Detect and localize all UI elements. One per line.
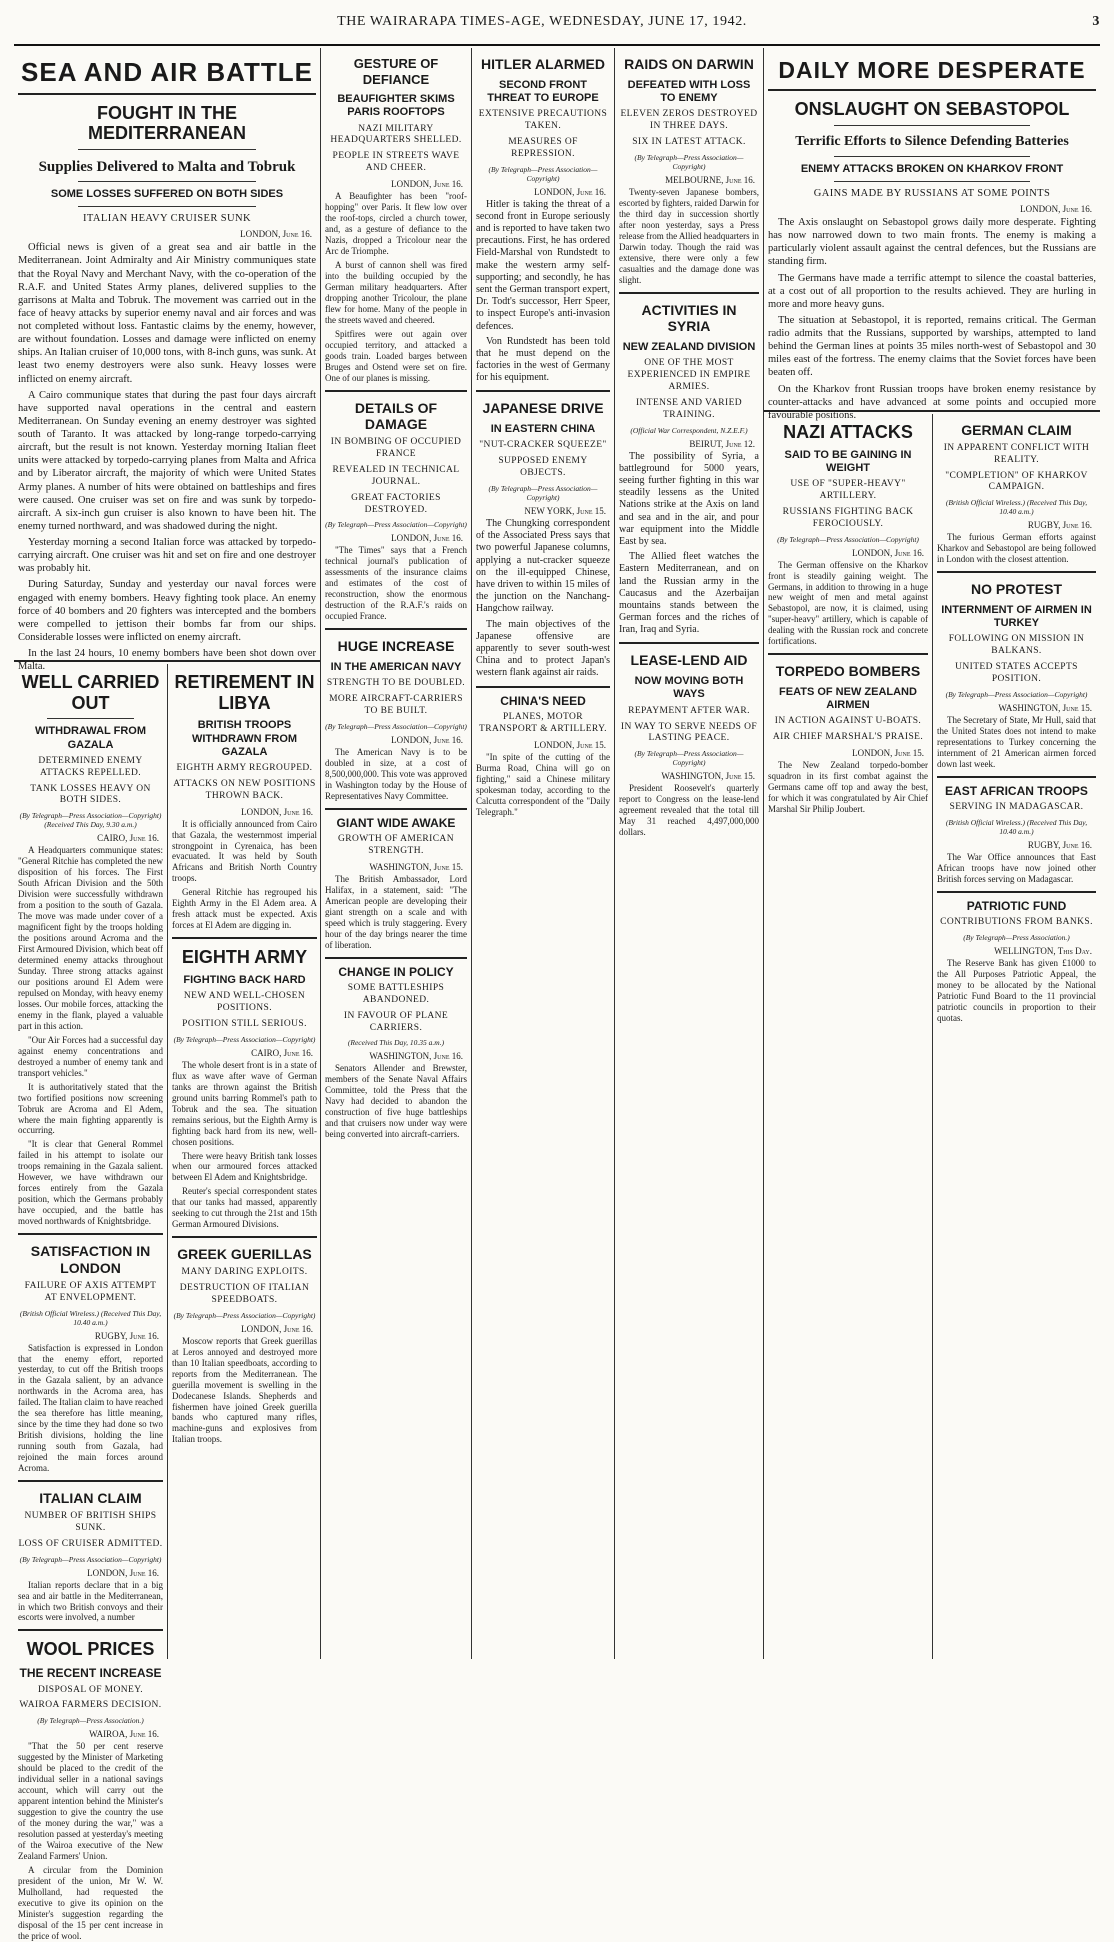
subheadline: IN THE AMERICAN NAVY	[330, 660, 462, 673]
dateline: LONDON, June 15.	[534, 739, 606, 750]
divider	[476, 686, 610, 688]
credit-line: (By Telegraph—Press Association—Copyright)	[325, 721, 467, 731]
paragraph: In the last 24 hours, 10 enemy bombers have been shot down over Malta.	[18, 648, 316, 673]
paragraph: The War Office announces that East African troops have now joined other British forces serving on Madagascar.	[937, 851, 1096, 884]
deck: AIR CHIEF MARSHAL'S PRAISE.	[772, 732, 924, 743]
paragraph: A Headquarters communique states: "General Ritchie has completed the new disposition of his forces. The First South African Division and the 50th Division were successfully withdrawn from a position to the south of Gazala. The move was made under cover of a magnificent fight by the troops holding the positions around Acroma and the First Armoured Division, which beat off determined enemy attacks throughout Sunday. Three strong attacks against our positions around El Adem were repulsed on Monday, with heavy enemy losses. Our mobile forces, attacking the enemy in the flank, played a valuable part in this action.	[18, 845, 163, 1031]
divider	[172, 937, 317, 939]
credit-line: (By Telegraph—Press Association—Copyright)	[325, 520, 467, 530]
paragraph: During Saturday, Sunday and yesterday our naval forces were engaged with enemy bombers. Heavy fighting took place. An enemy force of 40 bombers and 20 fighters was intercepted and the bombers were compelled to jettison their bombs far from our ships. Considerable losses were inflicted on enemy aircraft.	[18, 579, 316, 643]
article-body	[937, 958, 1096, 1024]
paragraph: "It is clear that General Rommel failed in his attempt to isolate our troops remaining in the Gazala salient. However, we have withdrawn our forces entirely from the Gazala position, which the Germans probably have occupied, and the battle has moved northwards of Knightsbridge.	[18, 1139, 163, 1227]
headline: GESTURE OF DEFIANCE	[353, 56, 439, 87]
dateline: RUGBY, June 16.	[1027, 520, 1092, 531]
credit-line: (By Telegraph—Press Association—Copyright)	[777, 534, 919, 544]
article-body	[476, 752, 610, 818]
divider	[834, 156, 1031, 157]
deck: "COMPLETION" OF KHARKOV CAMPAIGN.	[945, 470, 1088, 493]
subheadline: FIGHTING BACK HARD	[183, 973, 306, 986]
deck: WAIROA FARMERS DECISION.	[19, 1700, 162, 1711]
dateline: RUGBY, June 16.	[1027, 839, 1092, 850]
article-body	[172, 1336, 317, 1446]
divider	[619, 292, 759, 294]
headline: CHINA'S NEED	[500, 693, 586, 708]
dateline: CAIRO, June 16.	[251, 1047, 313, 1058]
dateline: BEIRUT, June 12.	[689, 438, 755, 449]
divider	[18, 93, 316, 95]
deck: ENEMY ATTACKS BROKEN ON KHARKOV FRONT	[800, 162, 1064, 175]
paragraph: The American Navy is to be doubled in size, at a cost of 8,500,000,000. This vote was approved in Washington today by the House of Representatives Navy Committee.	[325, 746, 467, 801]
article-body	[18, 1343, 163, 1475]
deck: RUSSIANS FIGHTING BACK FEROCIOUSLY.	[782, 506, 914, 529]
dateline: RUGBY, June 16.	[94, 1330, 159, 1341]
dateline: WASHINGTON, June 15.	[369, 861, 463, 872]
subheadline: WITHDRAWAL FROM GAZALA	[34, 725, 146, 751]
headline: ACTIVITIES IN SYRIA	[641, 301, 737, 335]
subheadline: Supplies Delivered to Malta and Tobruk	[38, 158, 296, 175]
paragraph: The Axis onslaught on Sebastopol grows daily more desperate. Fighting has now narrowed down to two main fronts. The enemy is making a particularly violent assault against the central defences, but the Russians are standing firm.	[768, 217, 1096, 268]
article-body	[172, 1060, 317, 1231]
headline: HITLER ALARMED	[481, 56, 605, 72]
divider	[325, 628, 467, 630]
subheadline: INTERNMENT OF AIRMEN IN TURKEY	[941, 604, 1092, 630]
headline: JAPANESE DRIVE	[482, 400, 604, 417]
deck: PLANES, MOTOR TRANSPORT & ARTILLERY.	[479, 711, 607, 734]
masthead-title: THE WAIRARAPA TIMES-AGE, WEDNESDAY, JUNE 17, 1942.	[337, 14, 747, 29]
paragraph: The Secretary of State, Mr Hull, said that the United States does not intend to make representations to Turkey concerning the internment of 21 American airmen forced down last week.	[937, 714, 1096, 769]
dateline: LONDON, June 16.	[241, 806, 313, 817]
credit-line: (By Telegraph—Press Association—Copyright)	[173, 1034, 316, 1044]
divider	[768, 653, 928, 655]
headline: GIANT WIDE AWAKE	[336, 815, 456, 830]
paragraph: Twenty-seven Japanese bombers, escorted by fighters, raided Darwin for the third day in succession shortly after noon yesterday, says a Press release from the Allied headquarters in Darwin today. Though the raid was extensive, there were only a few casualties and the damage done was slight.	[619, 186, 759, 285]
subheadline: Terrific Efforts to Silence Defending Batteries	[795, 133, 1069, 149]
paragraph: The Reserve Bank has given £1000 to the All Purposes Patriotic Appeal, the money to be allocated by the National Patriotic Fund Board to the 11 provincial patriotic councils in proportion to their quotas.	[937, 958, 1096, 1023]
subheadline: THE RECENT INCREASE	[19, 1666, 162, 1681]
subheadline: ONSLAUGHT ON SEBASTOPOL	[794, 99, 1070, 120]
divider	[14, 660, 320, 662]
paragraph: The German offensive on the Kharkov front is steadily gaining weight. The Germans, in addition to throwing in a huge new weight of men and metal against Sebastopol, are now, it is claimed, using "super-heavy" artillery, which is capable of dealing with the Russian rock and concrete fortifications.	[768, 559, 928, 647]
headline: PATRIOTIC FUND	[966, 898, 1067, 913]
article-body	[768, 216, 1096, 422]
deck: DEFEATED WITH LOSS TO ENEMY	[627, 78, 751, 104]
divider	[78, 149, 257, 150]
headline: WELL CARRIED OUT	[21, 672, 160, 713]
deck: SOME LOSSES SUFFERED ON BOTH SIDES	[50, 187, 284, 200]
column-6a	[764, 414, 932, 1659]
divider	[172, 1236, 317, 1238]
dateline: WELLINGTON, This Day.	[994, 946, 1092, 957]
deck: GREAT FACTORIES DESTROYED.	[351, 492, 441, 515]
headline: LEASE-LEND AID	[630, 652, 748, 669]
credit-line: (British Official Wireless.) (Received This Day, 10.40 a.m.)	[945, 498, 1088, 517]
dateline: LONDON, June 15.	[852, 748, 924, 759]
article-body	[172, 819, 317, 932]
subheadline: BRITISH TROOPS WITHDRAWN FROM GAZALA	[191, 719, 298, 758]
column-5	[615, 48, 763, 1659]
paragraph: A burst of cannon shell was fired into the building occupied by the German military headquarters. After dropping another Tricolour, the plane flew for home. Many of the people in the streets waved and cheered.	[325, 259, 467, 325]
credit-line: (By Telegraph—Press Association—Copyright)	[488, 484, 598, 503]
dateline: WAIROA, June 16.	[89, 1729, 159, 1740]
dateline: WASHINGTON, June 15.	[661, 771, 755, 782]
article-body	[768, 560, 928, 648]
article-body	[619, 187, 759, 286]
deck: IN BOMBING OF OCCUPIED FRANCE	[330, 437, 462, 459]
article-body	[619, 783, 759, 838]
deck: FAILURE OF AXIS ATTEMPT AT ENVELOPMENT.	[24, 1280, 157, 1303]
paragraph: "In spite of the cutting of the Burma Road, China will go on fighting," said a Chinese military spokesman today, according to the Calcutta correspondent of the "Daily Telegraph."	[476, 751, 610, 817]
subheadline: FEATS OF NEW ZEALAND AIRMEN	[779, 686, 917, 712]
paragraph: The situation at Sebastopol, it is reported, remains critical. The German radio admits that the Russians, supported by warships, attempted to land behind the German lines at points 35 miles north-west of Sebastopol and 30 miles east of the fortress. The enemy claims that the Soviet forces have been beaten off.	[768, 314, 1096, 379]
deck: UNITED STATES ACCEPTS POSITION.	[955, 662, 1078, 684]
deck: NUMBER OF BRITISH SHIPS SUNK.	[24, 1510, 157, 1533]
article-body	[325, 874, 467, 951]
paragraph: Hitler is taking the threat of a second front in Europe seriously and is reported to have taken two precautions. First, he has ordered Field-Marshal von Rundstedt to make the western army self-supporting; and secondly, he has sent the German transport expert, Dr. Todt's successor, Herr Speer, to inspect Europe's anti-invasion defences.	[476, 198, 610, 332]
paragraph: Moscow reports that Greek guerillas at Leros annoyed and destroyed more than 10 Italian speedboats, according to reports from the Mediterranean. The guerilla movement is swelling in the Dodecanese Islands. Shepherds and fishermen have joined Greek guerilla bands who captured many rifles, machine-guns and explosives from Italian troops.	[172, 1335, 317, 1445]
subheadline: IN EASTERN CHINA	[490, 423, 596, 436]
deck: "NUT-CRACKER SQUEEZE"	[479, 440, 607, 451]
deck: FOLLOWING ON MISSION IN BALKANS.	[948, 634, 1085, 657]
dateline: NEW YORK, June 15.	[524, 506, 606, 517]
deck: ONE OF THE MOST EXPERIENCED IN EMPIRE ARMIES.	[627, 358, 751, 393]
divider	[937, 776, 1096, 778]
deck: ITALIAN HEAVY CRUISER SUNK	[83, 213, 251, 225]
subheadline: FOUGHT IN THE MEDITERRANEAN	[87, 102, 246, 144]
paragraph: The furious German efforts against Kharkov and Sebastopol are being followed in London with the closest attention.	[937, 532, 1096, 565]
headline: WOOL PRICES	[26, 1639, 155, 1660]
dateline: WASHINGTON, June 15.	[998, 702, 1092, 713]
dateline: LONDON, June 16.	[534, 186, 606, 197]
deck: GAINS MADE BY RUSSIANS AT SOME POINTS	[813, 187, 1051, 199]
deck: DESTRUCTION OF ITALIAN SPEEDBOATS.	[179, 1282, 310, 1305]
headline: GERMAN CLAIM	[961, 422, 1072, 438]
deck: ELEVEN ZEROS DESTROYED IN THREE DAYS.	[620, 109, 758, 132]
headline: NO PROTEST	[970, 581, 1062, 598]
deck: IN APPARENT CONFLICT WITH REALITY.	[943, 442, 1090, 465]
divider	[78, 206, 257, 207]
column-6b	[933, 414, 1100, 1659]
article-body	[18, 241, 316, 673]
dateline: LONDON, June 16.	[240, 229, 312, 240]
divider	[18, 1629, 163, 1631]
deck: NAZI MILITARY HEADQUARTERS SHELLED.	[330, 123, 462, 146]
deck: PEOPLE IN STREETS WAVE AND CHEER.	[332, 151, 460, 174]
divider	[768, 89, 1096, 91]
deck: GROWTH OF AMERICAN STRENGTH.	[338, 834, 454, 856]
dateline: WASHINGTON, June 16.	[369, 1051, 463, 1062]
divider	[619, 642, 759, 644]
paragraph: Italian reports declare that in a big sea and air battle in the Mediterranean, in which two British convoys and their escorts were involved, a number	[18, 1579, 163, 1623]
article-body	[476, 518, 610, 679]
paragraph: It is authoritatively stated that the two fortified positions now screening Tobruk are Acroma and El Adem, where the main fighting apparently is occurring.	[18, 1081, 163, 1136]
deck: DISPOSAL OF MONEY.	[37, 1684, 144, 1695]
deck: IN WAY TO SERVE NEEDS OF LASTING PEACE.	[620, 721, 758, 744]
article-body	[18, 845, 163, 1227]
credit-line: (By Telegraph—Press Association—Copyright)	[945, 689, 1088, 699]
divider	[18, 1233, 163, 1235]
paragraph: General Ritchie has regrouped his Eighth Army in the El Adem area. A fresh attack must be expected. Axis forces at El Adem are digging in.	[172, 887, 317, 931]
article-body	[619, 451, 759, 637]
paragraph: The main objectives of the Japanese offensive are apparently to sever south-west China and to protect Japan's western flank against air raids.	[476, 618, 610, 679]
deck: IN FAVOUR OF PLANE CARRIERS.	[343, 1010, 449, 1033]
deck: SOME BATTLESHIPS ABANDONED.	[347, 982, 445, 1005]
paragraph: The possibility of Syria, a battleground for 5000 years, seeing further fighting in this war steadily lessens as the United Nations strike at the Axis on land and sea and in the air, and pour war equipment into the Middle East by sea.	[619, 450, 759, 547]
headline: ITALIAN CLAIM	[39, 1490, 142, 1507]
dateline: LONDON, June 16.	[852, 547, 924, 558]
credit-line: (By Telegraph—Press Association—Copyright)	[488, 164, 598, 183]
deck: INTENSE AND VARIED TRAINING.	[635, 397, 743, 420]
divider	[834, 181, 1031, 182]
deck: MORE AIRCRAFT-CARRIERS TO BE BUILT.	[329, 694, 463, 716]
paragraph: Satisfaction is expressed in London that the enemy effort, reported yesterday, to cut off the British troops in the Gazala salient, by an advance northwards in the Acroma area, has failed. The Italian claim to have reached the sea therefore has little meaning, since by the time they had done so two British divisions, holding the line running south from Gazala, had rejoined the main forces around Acroma.	[18, 1342, 164, 1474]
dateline: LONDON, June 16.	[391, 734, 463, 745]
article-body	[325, 191, 467, 383]
deck: REVEALED IN TECHNICAL JOURNAL.	[332, 464, 460, 487]
paragraph: Von Rundstedt has been told that he must depend on the factories in the west of Germany for his equipment.	[476, 335, 610, 384]
article-body	[768, 760, 928, 815]
page-number: 3	[1092, 14, 1100, 29]
divider	[325, 808, 467, 810]
dateline: MELBOURNE, June 16.	[665, 174, 755, 185]
paragraph: Senators Allender and Brewster, members of the Senate Naval Affairs Committee, told the Press that the Navy had decided to abandon the construction of five huge battleships and that cruisers now under way were being converted into aircraft-carriers.	[325, 1063, 467, 1140]
column-4	[472, 48, 614, 1659]
paragraph: A circular from the Dominion president of the union, Mr W. W. Mulholland, had requested the executive to give its opinion on the Minister's suggestion regarding the disposal of the 15 per cent increase in the price of wool.	[18, 1864, 163, 1941]
credit-line: (By Telegraph—Press Association—Copyright)	[634, 152, 744, 171]
article-body	[476, 199, 610, 385]
paragraph: "That the 50 per cent reserve suggested by the Minister of Marketing should be placed to the credit of the individual seller in a national savings account, which will carry out the apparent intention behind the Minister's suggestion to give the country the use of the money during the war," was a resolution passed at yesterday's meeting of the Wairoa executive of the New Zealand Farmers' Union.	[18, 1741, 163, 1861]
headline: RAIDS ON DARWIN	[624, 56, 754, 72]
dateline: LONDON, June 16.	[391, 533, 463, 544]
paragraph: "The Times" says that a French technical journal's publication of assessments of the insurance claims and estimates of the cost of reconstruction, show the enormous destruction of the R.A.F.'s raids on occupied France.	[325, 545, 467, 622]
subheadline: NOW MOVING BOTH WAYS	[634, 675, 744, 701]
headline: EAST AFRICAN TROOPS	[945, 783, 1088, 798]
dateline: LONDON, June 16.	[391, 179, 463, 190]
divider	[78, 181, 257, 182]
credit-line: (By Telegraph—Press Association—Copyright)	[173, 1310, 316, 1320]
deck: IN ACTION AGAINST U-BOATS.	[774, 716, 922, 727]
deck: LOSS OF CRUISER ADMITTED.	[18, 1538, 163, 1549]
column-3	[321, 48, 471, 1659]
divider	[47, 718, 134, 719]
article-body	[937, 852, 1096, 885]
paragraph: Official news is given of a great sea and air battle in the Mediterranean. Joint Admiralty and Air Ministry communiques state that the Royal Navy and Merchant Navy, with the co-operation of the R.A.F. and United States Army planes, delivered supplies to the garrisons at Malta and Tobruk. The movement was carried out in the face of heavy attacks by superior enemy naval and air forces and was not completed without loss. Fantastic claims by the enemy, however, are without foundation. Losses and damage were inflicted on enemy ships. An Italian cruiser of 10,000 tons, with 8-inch guns, was sunk. At least two enemy destroyers were also sunk. Heavy losses were inflicted on enemy aircraft.	[18, 242, 316, 385]
headline: SATISFACTION IN LONDON	[30, 1243, 151, 1276]
paragraph: "Our Air Forces had a successful day against enemy concentrations and destroyed a number of enemy tank and transport vehicles."	[18, 1034, 163, 1078]
paragraph: It is officially announced from Cairo that Gazala, the westernmost imperial strongpoint in Cyrenaica, has been evacuated. It was held by South Africans and British North Country troops.	[172, 818, 317, 884]
dateline: LONDON, June 16.	[1020, 204, 1092, 215]
divider	[764, 410, 1100, 412]
paragraph: A Beaufighter has been "roof-hopping" over Paris. It flew low over the roof-tops, circled a church tower, and, as a gesture of defiance to the Nazis, dropped a Tricolour near the Arc de Triomphe.	[325, 191, 467, 256]
deck: MANY DARING EXPLOITS.	[181, 1267, 308, 1278]
deck: EXTENSIVE PRECAUTIONS TAKEN.	[478, 109, 608, 132]
deck: TANK LOSSES HEAVY ON BOTH SIDES.	[30, 783, 151, 806]
paragraph: There were heavy British tank losses when our armoured forces attacked between El Adem and Knightsbridge.	[172, 1150, 317, 1183]
article-body	[937, 715, 1096, 770]
article-body	[18, 1741, 163, 1941]
headline: EIGHTH ARMY	[181, 947, 308, 968]
subheadline: SAID TO BE GAINING IN WEIGHT	[784, 448, 912, 474]
headline: NAZI ATTACKS	[783, 422, 913, 442]
divider	[325, 390, 467, 392]
deck: NEW AND WELL-CHOSEN POSITIONS.	[183, 991, 306, 1013]
deck: SIX IN LATEST ATTACK.	[632, 136, 746, 147]
deck: STRENGTH TO BE DOUBLED.	[326, 678, 466, 689]
article-body	[325, 545, 467, 622]
deck: MEASURES OF REPRESSION.	[508, 136, 578, 159]
credit-line: (Official War Correspondent, N.Z.E.F.)	[630, 425, 748, 435]
deck: EIGHTH ARMY REGROUPED.	[176, 762, 313, 773]
credit-line: (By Telegraph—Press Association.)	[963, 933, 1070, 943]
paragraph: The Allied fleet watches the Eastern Mediterranean, and on land the Russian army in the Caucasus and the Azerbaijan mountains stands between the German forces and the riches of Iran, Iraq and Syria.	[619, 551, 759, 636]
article-body	[937, 532, 1096, 565]
paragraph: The Germans have made a terrific attempt to silence the coastal batteries, at a cost out of all proportion to the results achieved. They are hurling in more and more heavy guns.	[768, 272, 1096, 310]
paragraph: The whole desert front is in a state of flux as wave after wave of German tanks are thrown against the British ground units barring Rommel's path to Tobruk and the sea. The situation remains serious, but the Eighth Army is fighting back hard from its new, well-chosen positions.	[172, 1059, 317, 1147]
columns	[14, 48, 1100, 1941]
paragraph: The Chungking correspondent of the Associated Press says that two powerful Japanese columns, applying a nut-cracker squeeze on the ill-equipped Chinese, have driven to within 15 miles of the junction on the Nanchang-Hangchow railway.	[476, 518, 610, 615]
paragraph: The New Zealand torpedo-bomber squadron in its first combat against the Germans came off top and away the best, for which it was congratulated by Air Chief Marshal Sir Philip Joubert.	[768, 760, 928, 815]
deck: SECOND FRONT THREAT TO EUROPE	[487, 78, 599, 104]
deck: BEAUFIGHTER SKIMS PARIS ROOFTOPS	[337, 93, 455, 119]
article-body	[325, 1063, 467, 1140]
divider	[937, 891, 1096, 893]
headline: CHANGE IN POLICY	[338, 964, 454, 979]
headline: RETIREMENT IN LIBYA	[174, 672, 315, 713]
article-sea-air-battle	[14, 48, 320, 673]
deck: REPAYMENT AFTER WAR.	[628, 705, 750, 716]
deck: CONTRIBUTIONS FROM BANKS.	[940, 917, 1093, 928]
credit-line: (By Telegraph—Press Association—Copyright) (Received This Day, 9.30 a.m.)	[19, 811, 162, 830]
divider	[476, 390, 610, 392]
credit-line: (By Telegraph—Press Association—Copyright)	[634, 749, 744, 768]
headline: HUGE INCREASE	[337, 638, 455, 655]
paragraph: Spitfires were out again over occupied territory, and attacked a goods train. Loaded barges between Bruges and Ostend were set on fire. One of our planes is missing.	[325, 328, 467, 383]
headline: DETAILS OF DAMAGE	[354, 399, 438, 433]
paragraph: President Roosevelt's quarterly report to Congress on the lease-lend agreement revealed that the total till May 31 reached 4,497,000,000 dollars.	[619, 783, 759, 838]
deck: SERVING IN MADAGASCAR.	[949, 802, 1084, 813]
headline: TORPEDO BOMBERS	[775, 663, 921, 680]
headline: SEA AND AIR BATTLE	[21, 57, 313, 87]
subheadline: NEW ZEALAND DIVISION	[622, 341, 756, 354]
credit-line: (By Telegraph—Press Association—Copyright)	[19, 1554, 162, 1564]
paragraph: Reuter's special correspondent states that our tanks had massed, apparently seeking to cut through the 21st and 15th German Armoured Divisions.	[172, 1186, 317, 1230]
paragraph: The British Ambassador, Lord Halifax, in a statement, said: "The American people are developing their giant strength on a scale and with speed which is truly staggering. Every hour of the day brings nearer the time of liberation.	[325, 873, 467, 950]
credit-line: (Received This Day, 10.35 a.m.)	[347, 1038, 445, 1048]
credit-line: (British Official Wireless.) (Received This Day, 10.40 a.m.)	[945, 817, 1088, 836]
column-2-lower	[168, 664, 321, 1659]
column-1-lower	[14, 664, 167, 1941]
divider	[937, 571, 1096, 573]
dateline: LONDON, June 16.	[87, 1567, 159, 1578]
paragraph: A Cairo communique states that during the past four days aircraft have supported naval operations in the central and eastern Mediterranean. On Sunday evening an enemy destroyer was sighted south of Taranto. It was attacked by long-range torpedo-carrying aircraft, but the result is not known. Yesterday morning Italian fleet units were attacked by torpedo-carrying planes from Malta and Africa and by Liberator aircraft, the majority of which were United States Army planes. A number of hits were obtained on battleships and fires were caused. One cruiser was set on fire and was sunk by torpedo-aircraft. A six-inch gun cruiser is also known to have been hit. The enemy turned northward, and was shadowed during the night.	[18, 389, 316, 532]
deck: SUPPOSED ENEMY OBJECTS.	[498, 456, 588, 479]
divider	[834, 125, 1031, 126]
paragraph: Yesterday morning a second Italian force was attacked by torpedo-carrying aircraft. One cruiser was hit and set on fire and one destroyer was probably hit.	[18, 537, 316, 575]
divider	[18, 1480, 163, 1482]
dateline: LONDON, June 16.	[241, 1323, 313, 1334]
masthead	[14, 0, 1100, 46]
headline: DAILY MORE DESPERATE	[778, 57, 1086, 83]
deck: POSITION STILL SERIOUS.	[182, 1018, 307, 1029]
headline: GREEK GUERILLAS	[177, 1246, 312, 1263]
deck: ATTACKS ON NEW POSITIONS THROWN BACK.	[173, 778, 316, 801]
deck: DETERMINED ENEMY ATTACKS REPELLED.	[38, 755, 143, 778]
article-daily-more-desperate	[764, 48, 1100, 421]
article-body	[18, 1580, 163, 1624]
credit-line: (British Official Wireless.) (Received This Day, 10.40 a.m.)	[19, 1308, 162, 1327]
divider	[325, 957, 467, 959]
credit-line: (By Telegraph—Press Association.)	[37, 1716, 144, 1726]
dateline: CAIRO, June 16.	[97, 833, 159, 844]
article-body	[325, 747, 467, 802]
paragraph: On the Kharkov front Russian troops have broken enemy resistance by counter-attacks and have advanced at some points and occupied more favourable positions.	[768, 383, 1096, 421]
deck: USE OF "SUPER-HEAVY" ARTILLERY.	[790, 479, 906, 501]
